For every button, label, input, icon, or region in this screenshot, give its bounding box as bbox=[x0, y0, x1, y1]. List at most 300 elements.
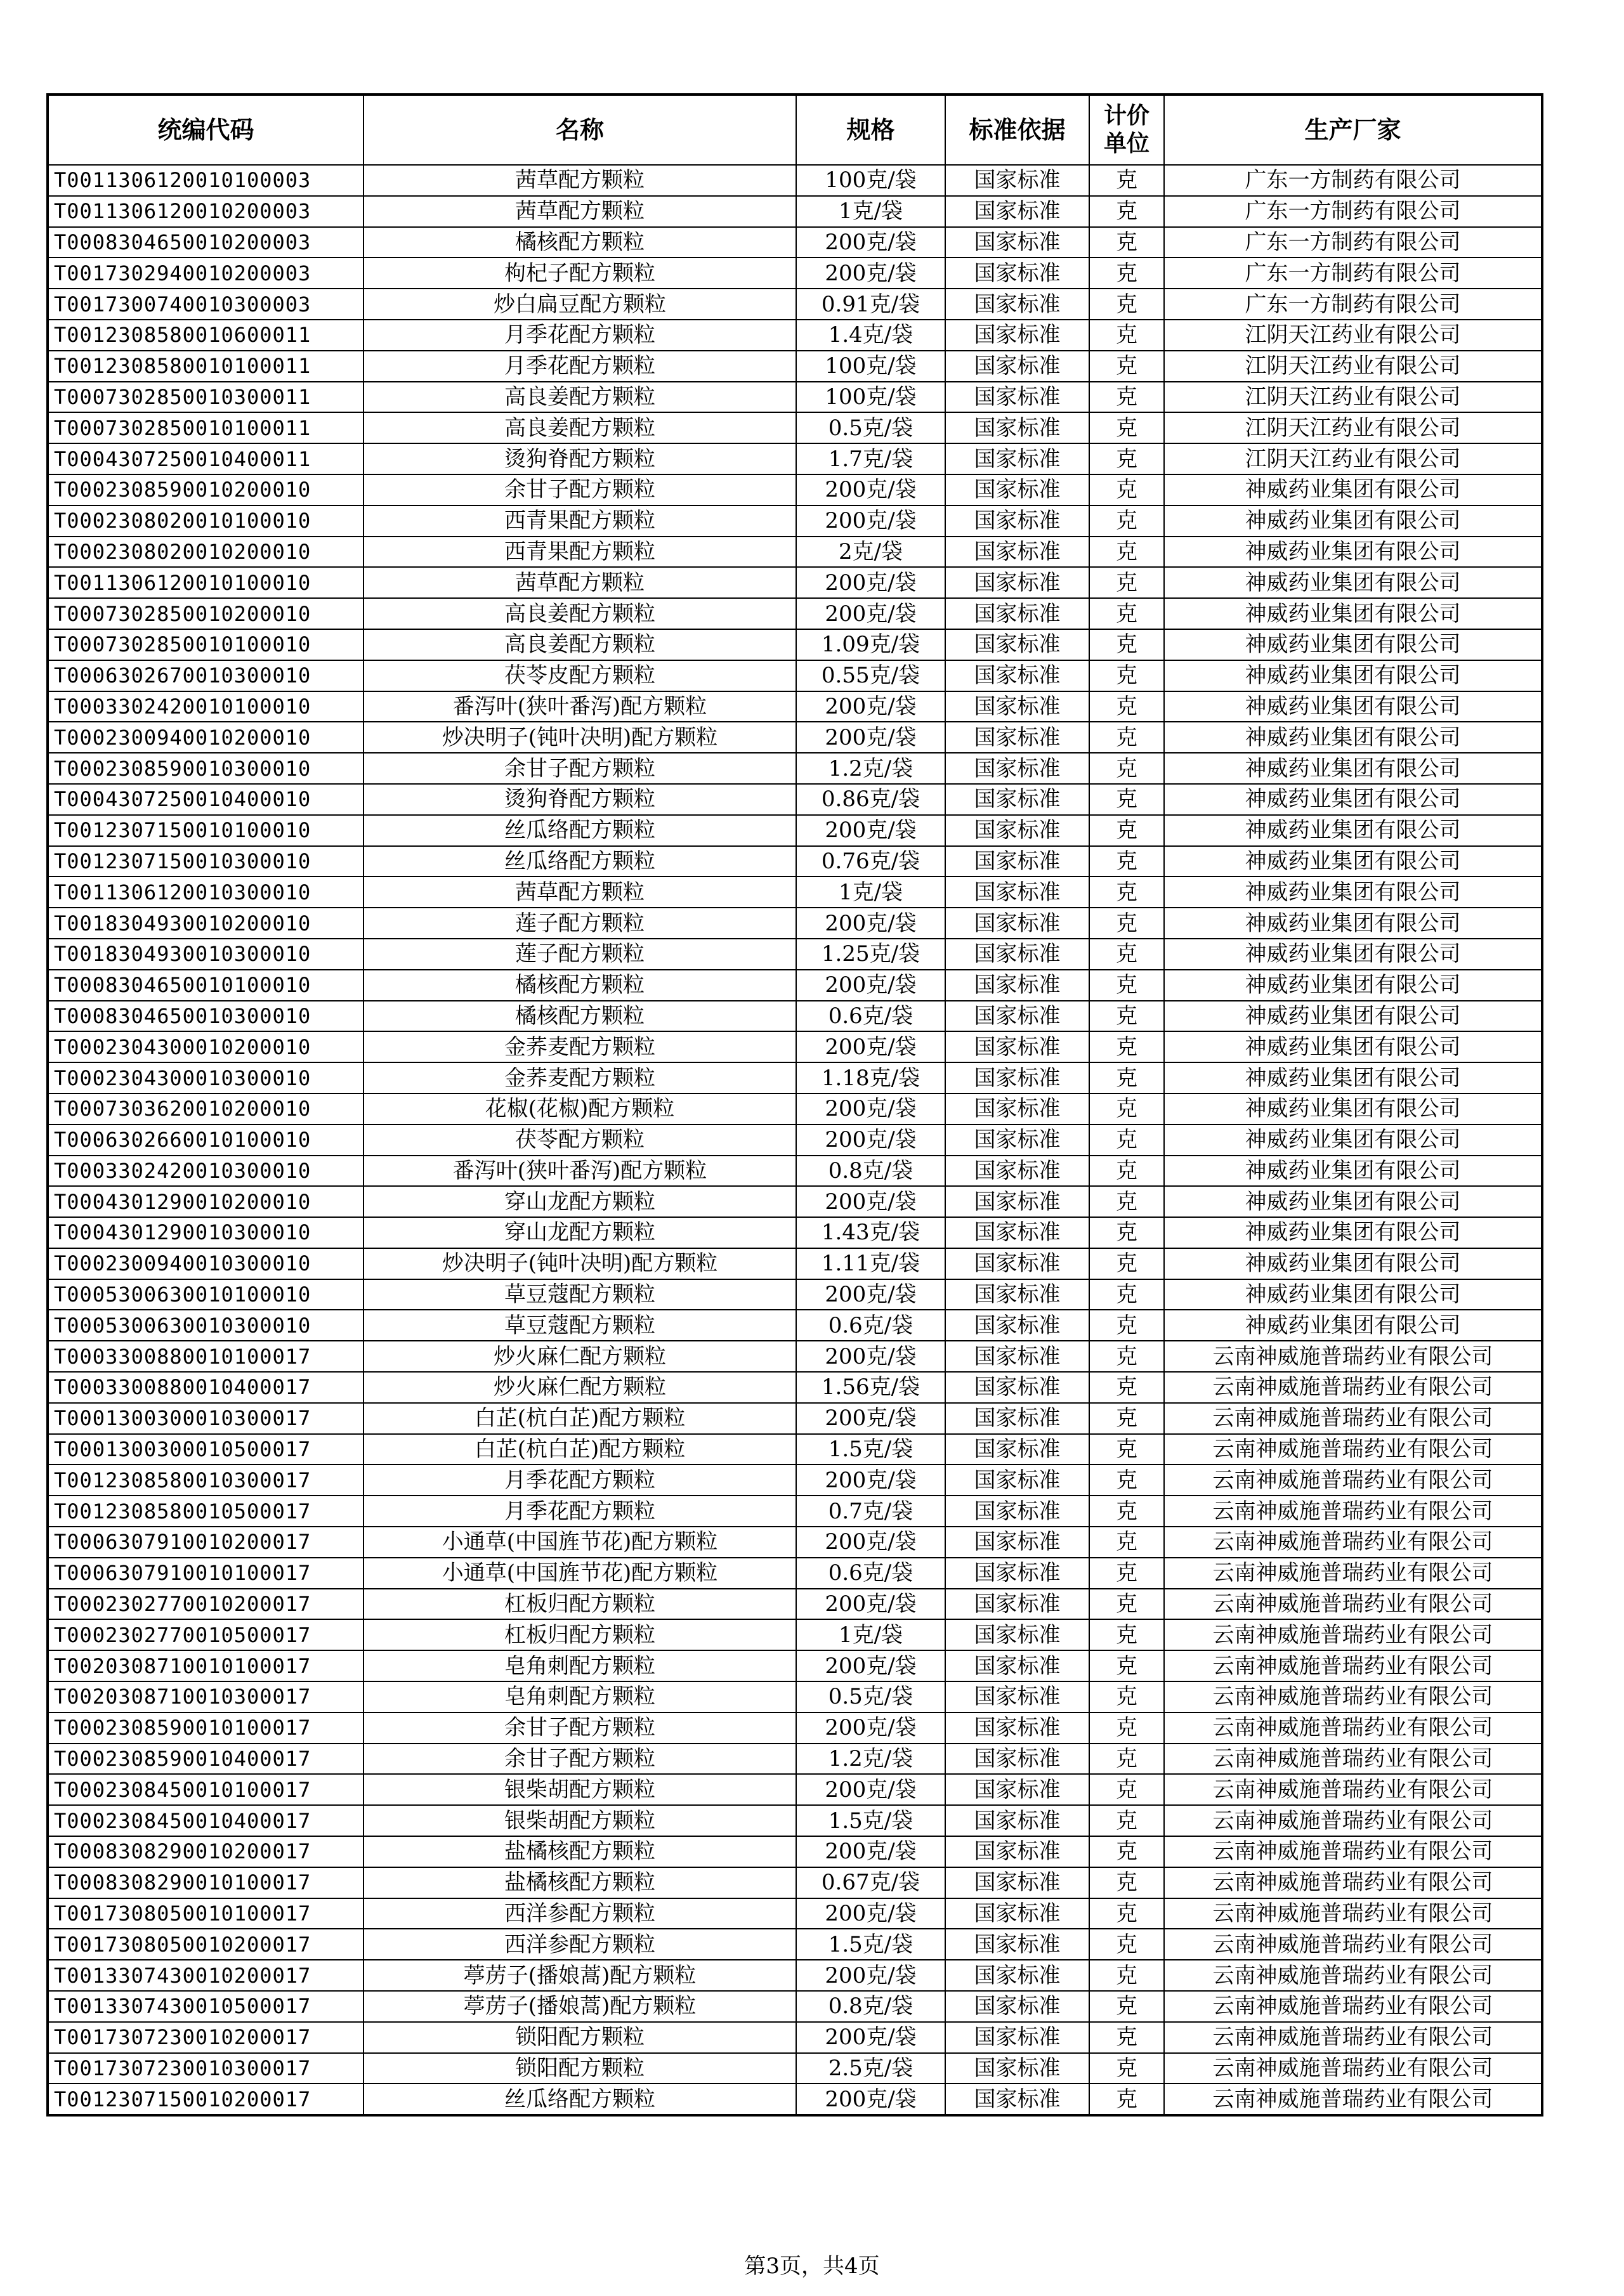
cell-unit: 克 bbox=[1089, 1744, 1164, 1775]
cell-manufacturer: 神威药业集团有限公司 bbox=[1164, 567, 1542, 598]
cell-unit: 克 bbox=[1089, 1650, 1164, 1681]
cell-name: 高良姜配方颗粒 bbox=[363, 412, 796, 443]
table-row bbox=[48, 1248, 1542, 1279]
cell-name: 银柴胡配方颗粒 bbox=[363, 1774, 796, 1805]
cell-code: T0004301290010300010 bbox=[48, 1217, 363, 1248]
cell-standard: 国家标准 bbox=[945, 1527, 1089, 1558]
cell-spec: 200克/袋 bbox=[796, 1125, 945, 1156]
cell-spec: 1.56克/袋 bbox=[796, 1372, 945, 1403]
cell-code: T0017308050010200017 bbox=[48, 1929, 363, 1960]
table-row bbox=[48, 629, 1542, 660]
cell-spec: 200克/袋 bbox=[796, 1403, 945, 1434]
table-row bbox=[48, 1744, 1542, 1775]
table-row bbox=[48, 2053, 1542, 2084]
cell-code: T0020308710010300017 bbox=[48, 1681, 363, 1712]
cell-spec: 200克/袋 bbox=[796, 691, 945, 722]
cell-unit: 克 bbox=[1089, 2053, 1164, 2084]
table-row bbox=[48, 227, 1542, 258]
table-row bbox=[48, 165, 1542, 196]
cell-code: T0013307430010500017 bbox=[48, 1991, 363, 2022]
cell-code: T0004307250010400011 bbox=[48, 443, 363, 474]
cell-code: T0002308020010200010 bbox=[48, 537, 363, 568]
cell-unit: 克 bbox=[1089, 1403, 1164, 1434]
cell-name: 葶苈子(播娘蒿)配方颗粒 bbox=[363, 1960, 796, 1991]
cell-name: 西青果配方颗粒 bbox=[363, 506, 796, 537]
cell-name: 高良姜配方颗粒 bbox=[363, 598, 796, 629]
cell-manufacturer: 云南神威施普瑞药业有限公司 bbox=[1164, 1403, 1542, 1434]
cell-manufacturer: 云南神威施普瑞药业有限公司 bbox=[1164, 1867, 1542, 1898]
cell-code: T0012308580010100011 bbox=[48, 351, 363, 382]
cell-standard: 国家标准 bbox=[945, 506, 1089, 537]
cell-spec: 1.4克/袋 bbox=[796, 320, 945, 351]
table-row bbox=[48, 908, 1542, 939]
cell-manufacturer: 江阴天江药业有限公司 bbox=[1164, 320, 1542, 351]
cell-unit: 克 bbox=[1089, 1156, 1164, 1187]
cell-manufacturer: 神威药业集团有限公司 bbox=[1164, 722, 1542, 753]
cell-spec: 200克/袋 bbox=[796, 1836, 945, 1867]
table-row bbox=[48, 382, 1542, 413]
cell-unit: 克 bbox=[1089, 908, 1164, 939]
cell-manufacturer: 神威药业集团有限公司 bbox=[1164, 1310, 1542, 1341]
cell-code: T0008308290010100017 bbox=[48, 1867, 363, 1898]
cell-unit: 克 bbox=[1089, 320, 1164, 351]
cell-name: 金荞麦配方颗粒 bbox=[363, 1031, 796, 1062]
cell-name: 丝瓜络配方颗粒 bbox=[363, 2084, 796, 2115]
cell-code: T0004307250010400010 bbox=[48, 784, 363, 815]
cell-name: 丝瓜络配方颗粒 bbox=[363, 846, 796, 877]
cell-name: 烫狗脊配方颗粒 bbox=[363, 784, 796, 815]
cell-manufacturer: 云南神威施普瑞药业有限公司 bbox=[1164, 1341, 1542, 1372]
table-row bbox=[48, 1898, 1542, 1929]
cell-name: 番泻叶(狭叶番泻)配方颗粒 bbox=[363, 691, 796, 722]
cell-manufacturer: 云南神威施普瑞药业有限公司 bbox=[1164, 1558, 1542, 1589]
cell-manufacturer: 广东一方制药有限公司 bbox=[1164, 196, 1542, 227]
cell-name: 枸杞子配方颗粒 bbox=[363, 258, 796, 289]
cell-unit: 克 bbox=[1089, 1217, 1164, 1248]
cell-name: 余甘子配方颗粒 bbox=[363, 1712, 796, 1744]
table-row bbox=[48, 1712, 1542, 1744]
cell-code: T0002304300010300010 bbox=[48, 1062, 363, 1093]
cell-standard: 国家标准 bbox=[945, 1898, 1089, 1929]
cell-standard: 国家标准 bbox=[945, 2053, 1089, 2084]
cell-spec: 200克/袋 bbox=[796, 1093, 945, 1125]
cell-standard: 国家标准 bbox=[945, 227, 1089, 258]
table-row bbox=[48, 1496, 1542, 1527]
table-row bbox=[48, 1217, 1542, 1248]
cell-manufacturer: 云南神威施普瑞药业有限公司 bbox=[1164, 1991, 1542, 2022]
cell-manufacturer: 云南神威施普瑞药业有限公司 bbox=[1164, 1496, 1542, 1527]
cell-unit: 克 bbox=[1089, 1031, 1164, 1062]
cell-spec: 200克/袋 bbox=[796, 2084, 945, 2115]
cell-name: 杠板归配方颗粒 bbox=[363, 1589, 796, 1620]
cell-spec: 1.25克/袋 bbox=[796, 939, 945, 970]
cell-manufacturer: 江阴天江药业有限公司 bbox=[1164, 443, 1542, 474]
cell-spec: 1.11克/袋 bbox=[796, 1248, 945, 1279]
cell-code: T0011306120010300010 bbox=[48, 877, 363, 908]
cell-name: 橘核配方颗粒 bbox=[363, 227, 796, 258]
cell-unit: 克 bbox=[1089, 2022, 1164, 2053]
cell-manufacturer: 江阴天江药业有限公司 bbox=[1164, 412, 1542, 443]
cell-code: T0002308590010200010 bbox=[48, 474, 363, 506]
cell-code: T0018304930010200010 bbox=[48, 908, 363, 939]
table-row bbox=[48, 1589, 1542, 1620]
cell-standard: 国家标准 bbox=[945, 1434, 1089, 1465]
cell-unit: 克 bbox=[1089, 1527, 1164, 1558]
table-row bbox=[48, 722, 1542, 753]
table-row bbox=[48, 567, 1542, 598]
cell-standard: 国家标准 bbox=[945, 1619, 1089, 1650]
cell-manufacturer: 云南神威施普瑞药业有限公司 bbox=[1164, 1744, 1542, 1775]
table-row bbox=[48, 846, 1542, 877]
table-row bbox=[48, 1619, 1542, 1650]
cell-unit: 克 bbox=[1089, 846, 1164, 877]
table-row bbox=[48, 2022, 1542, 2053]
table-row bbox=[48, 1805, 1542, 1836]
cell-standard: 国家标准 bbox=[945, 289, 1089, 320]
cell-standard: 国家标准 bbox=[945, 1744, 1089, 1775]
cell-name: 炒决明子(钝叶决明)配方颗粒 bbox=[363, 1248, 796, 1279]
table-row bbox=[48, 1774, 1542, 1805]
cell-spec: 1.7克/袋 bbox=[796, 443, 945, 474]
cell-unit: 克 bbox=[1089, 1093, 1164, 1125]
table-header-row bbox=[48, 95, 1542, 165]
cell-standard: 国家标准 bbox=[945, 1062, 1089, 1093]
cell-manufacturer: 云南神威施普瑞药业有限公司 bbox=[1164, 1929, 1542, 1960]
cell-manufacturer: 云南神威施普瑞药业有限公司 bbox=[1164, 1960, 1542, 1991]
cell-code: T0004301290010200010 bbox=[48, 1186, 363, 1217]
cell-spec: 1.5克/袋 bbox=[796, 1929, 945, 1960]
cell-name: 茯苓配方颗粒 bbox=[363, 1125, 796, 1156]
cell-unit: 克 bbox=[1089, 289, 1164, 320]
table-row bbox=[48, 1125, 1542, 1156]
cell-name: 月季花配方颗粒 bbox=[363, 351, 796, 382]
cell-standard: 国家标准 bbox=[945, 629, 1089, 660]
cell-spec: 1克/袋 bbox=[796, 1619, 945, 1650]
cell-name: 金荞麦配方颗粒 bbox=[363, 1062, 796, 1093]
cell-code: T0005300630010300010 bbox=[48, 1310, 363, 1341]
cell-unit: 克 bbox=[1089, 474, 1164, 506]
cell-manufacturer: 神威药业集团有限公司 bbox=[1164, 474, 1542, 506]
cell-code: T0002308590010300010 bbox=[48, 753, 363, 784]
table-row bbox=[48, 1681, 1542, 1712]
cell-manufacturer: 云南神威施普瑞药业有限公司 bbox=[1164, 1898, 1542, 1929]
cell-unit: 克 bbox=[1089, 1867, 1164, 1898]
cell-name: 莲子配方颗粒 bbox=[363, 939, 796, 970]
cell-spec: 1.43克/袋 bbox=[796, 1217, 945, 1248]
cell-standard: 国家标准 bbox=[945, 877, 1089, 908]
cell-name: 橘核配方颗粒 bbox=[363, 970, 796, 1001]
cell-spec: 0.8克/袋 bbox=[796, 1156, 945, 1187]
cell-unit: 克 bbox=[1089, 382, 1164, 413]
cell-manufacturer: 神威药业集团有限公司 bbox=[1164, 753, 1542, 784]
cell-code: T0001300300010500017 bbox=[48, 1434, 363, 1465]
cell-spec: 1.5克/袋 bbox=[796, 1434, 945, 1465]
table-row bbox=[48, 784, 1542, 815]
cell-spec: 200克/袋 bbox=[796, 258, 945, 289]
cell-standard: 国家标准 bbox=[945, 567, 1089, 598]
cell-name: 草豆蔻配方颗粒 bbox=[363, 1310, 796, 1341]
table-row bbox=[48, 1341, 1542, 1372]
cell-standard: 国家标准 bbox=[945, 1929, 1089, 1960]
cell-name: 炒白扁豆配方颗粒 bbox=[363, 289, 796, 320]
table-row bbox=[48, 1031, 1542, 1062]
cell-name: 白芷(杭白芷)配方颗粒 bbox=[363, 1403, 796, 1434]
cell-unit: 克 bbox=[1089, 1248, 1164, 1279]
cell-spec: 0.86克/袋 bbox=[796, 784, 945, 815]
table-row bbox=[48, 1527, 1542, 1558]
cell-unit: 克 bbox=[1089, 753, 1164, 784]
cell-code: T0011306120010200003 bbox=[48, 196, 363, 227]
cell-standard: 国家标准 bbox=[945, 1156, 1089, 1187]
cell-unit: 克 bbox=[1089, 1062, 1164, 1093]
cell-spec: 0.8克/袋 bbox=[796, 1991, 945, 2022]
cell-manufacturer: 神威药业集团有限公司 bbox=[1164, 815, 1542, 846]
cell-unit: 克 bbox=[1089, 1186, 1164, 1217]
cell-spec: 0.6克/袋 bbox=[796, 1558, 945, 1589]
cell-standard: 国家标准 bbox=[945, 1650, 1089, 1681]
cell-name: 银柴胡配方颗粒 bbox=[363, 1805, 796, 1836]
cell-manufacturer: 广东一方制药有限公司 bbox=[1164, 258, 1542, 289]
cell-unit: 克 bbox=[1089, 227, 1164, 258]
cell-spec: 200克/袋 bbox=[796, 970, 945, 1001]
cell-spec: 200克/袋 bbox=[796, 2022, 945, 2053]
cell-spec: 200克/袋 bbox=[796, 227, 945, 258]
cell-unit: 克 bbox=[1089, 1805, 1164, 1836]
cell-spec: 0.6克/袋 bbox=[796, 1310, 945, 1341]
cell-name: 葶苈子(播娘蒿)配方颗粒 bbox=[363, 1991, 796, 2022]
cell-unit: 克 bbox=[1089, 1960, 1164, 1991]
table-row bbox=[48, 1279, 1542, 1310]
cell-standard: 国家标准 bbox=[945, 815, 1089, 846]
header-manufacturer: 生产厂家 bbox=[1164, 95, 1542, 165]
table-row bbox=[48, 289, 1542, 320]
cell-code: T0011306120010100003 bbox=[48, 165, 363, 196]
cell-name: 高良姜配方颗粒 bbox=[363, 629, 796, 660]
table-row bbox=[48, 1403, 1542, 1434]
table-row bbox=[48, 1991, 1542, 2022]
cell-unit: 克 bbox=[1089, 1279, 1164, 1310]
table-row bbox=[48, 1372, 1542, 1403]
cell-unit: 克 bbox=[1089, 351, 1164, 382]
cell-standard: 国家标准 bbox=[945, 320, 1089, 351]
cell-manufacturer: 云南神威施普瑞药业有限公司 bbox=[1164, 1681, 1542, 1712]
header-unit: 计价 单位 bbox=[1089, 95, 1164, 165]
cell-manufacturer: 神威药业集团有限公司 bbox=[1164, 1217, 1542, 1248]
cell-spec: 200克/袋 bbox=[796, 1589, 945, 1620]
cell-standard: 国家标准 bbox=[945, 382, 1089, 413]
cell-name: 西青果配方颗粒 bbox=[363, 537, 796, 568]
cell-name: 月季花配方颗粒 bbox=[363, 1464, 796, 1496]
cell-spec: 0.76克/袋 bbox=[796, 846, 945, 877]
cell-spec: 200克/袋 bbox=[796, 567, 945, 598]
cell-unit: 克 bbox=[1089, 1341, 1164, 1372]
cell-name: 茯苓皮配方颗粒 bbox=[363, 660, 796, 691]
cell-standard: 国家标准 bbox=[945, 2084, 1089, 2115]
cell-code: T0007303620010200010 bbox=[48, 1093, 363, 1125]
cell-standard: 国家标准 bbox=[945, 691, 1089, 722]
cell-manufacturer: 江阴天江药业有限公司 bbox=[1164, 351, 1542, 382]
cell-standard: 国家标准 bbox=[945, 443, 1089, 474]
cell-unit: 克 bbox=[1089, 722, 1164, 753]
cell-spec: 200克/袋 bbox=[796, 1186, 945, 1217]
cell-unit: 克 bbox=[1089, 506, 1164, 537]
cell-name: 余甘子配方颗粒 bbox=[363, 753, 796, 784]
cell-code: T0012307150010100010 bbox=[48, 815, 363, 846]
cell-unit: 克 bbox=[1089, 691, 1164, 722]
cell-spec: 200克/袋 bbox=[796, 598, 945, 629]
table-row bbox=[48, 1186, 1542, 1217]
cell-unit: 克 bbox=[1089, 1929, 1164, 1960]
cell-spec: 0.5克/袋 bbox=[796, 412, 945, 443]
header-name: 名称 bbox=[363, 95, 796, 165]
cell-spec: 1.09克/袋 bbox=[796, 629, 945, 660]
cell-code: T0002302770010200017 bbox=[48, 1589, 363, 1620]
cell-name: 余甘子配方颗粒 bbox=[363, 474, 796, 506]
cell-standard: 国家标准 bbox=[945, 1248, 1089, 1279]
cell-name: 月季花配方颗粒 bbox=[363, 320, 796, 351]
cell-standard: 国家标准 bbox=[945, 258, 1089, 289]
cell-unit: 克 bbox=[1089, 1619, 1164, 1650]
cell-standard: 国家标准 bbox=[945, 474, 1089, 506]
cell-manufacturer: 云南神威施普瑞药业有限公司 bbox=[1164, 1712, 1542, 1744]
cell-name: 茜草配方颗粒 bbox=[363, 567, 796, 598]
cell-standard: 国家标准 bbox=[945, 722, 1089, 753]
cell-spec: 0.5克/袋 bbox=[796, 1681, 945, 1712]
cell-unit: 克 bbox=[1089, 1774, 1164, 1805]
cell-unit: 克 bbox=[1089, 784, 1164, 815]
cell-name: 草豆蔻配方颗粒 bbox=[363, 1279, 796, 1310]
cell-manufacturer: 神威药业集团有限公司 bbox=[1164, 660, 1542, 691]
cell-standard: 国家标准 bbox=[945, 1186, 1089, 1217]
cell-standard: 国家标准 bbox=[945, 1403, 1089, 1434]
cell-spec: 200克/袋 bbox=[796, 1898, 945, 1929]
cell-name: 番泻叶(狭叶番泻)配方颗粒 bbox=[363, 1156, 796, 1187]
cell-manufacturer: 神威药业集团有限公司 bbox=[1164, 1248, 1542, 1279]
cell-spec: 200克/袋 bbox=[796, 1464, 945, 1496]
cell-manufacturer: 云南神威施普瑞药业有限公司 bbox=[1164, 1650, 1542, 1681]
cell-manufacturer: 神威药业集团有限公司 bbox=[1164, 1279, 1542, 1310]
cell-manufacturer: 云南神威施普瑞药业有限公司 bbox=[1164, 1434, 1542, 1465]
table-row bbox=[48, 1310, 1542, 1341]
table-row bbox=[48, 196, 1542, 227]
cell-spec: 200克/袋 bbox=[796, 1279, 945, 1310]
cell-name: 余甘子配方颗粒 bbox=[363, 1744, 796, 1775]
table-row bbox=[48, 537, 1542, 568]
cell-standard: 国家标准 bbox=[945, 351, 1089, 382]
cell-standard: 国家标准 bbox=[945, 412, 1089, 443]
cell-unit: 克 bbox=[1089, 165, 1164, 196]
cell-unit: 克 bbox=[1089, 1991, 1164, 2022]
cell-code: T0002308590010400017 bbox=[48, 1744, 363, 1775]
cell-manufacturer: 广东一方制药有限公司 bbox=[1164, 289, 1542, 320]
cell-standard: 国家标准 bbox=[945, 1805, 1089, 1836]
cell-code: T0007302850010100011 bbox=[48, 412, 363, 443]
cell-name: 莲子配方颗粒 bbox=[363, 908, 796, 939]
cell-code: T0006307910010100017 bbox=[48, 1558, 363, 1589]
cell-standard: 国家标准 bbox=[945, 846, 1089, 877]
cell-spec: 1克/袋 bbox=[796, 877, 945, 908]
cell-unit: 克 bbox=[1089, 1001, 1164, 1032]
cell-spec: 1.2克/袋 bbox=[796, 1744, 945, 1775]
cell-spec: 200克/袋 bbox=[796, 1527, 945, 1558]
cell-manufacturer: 云南神威施普瑞药业有限公司 bbox=[1164, 2084, 1542, 2115]
cell-code: T0007302850010100010 bbox=[48, 629, 363, 660]
cell-standard: 国家标准 bbox=[945, 1217, 1089, 1248]
cell-name: 皂角刺配方颗粒 bbox=[363, 1650, 796, 1681]
cell-code: T0012307150010200017 bbox=[48, 2084, 363, 2115]
cell-manufacturer: 神威药业集团有限公司 bbox=[1164, 629, 1542, 660]
cell-standard: 国家标准 bbox=[945, 753, 1089, 784]
cell-name: 茜草配方颗粒 bbox=[363, 196, 796, 227]
table-row bbox=[48, 1434, 1542, 1465]
cell-standard: 国家标准 bbox=[945, 1310, 1089, 1341]
cell-unit: 克 bbox=[1089, 258, 1164, 289]
cell-standard: 国家标准 bbox=[945, 1991, 1089, 2022]
cell-name: 花椒(花椒)配方颗粒 bbox=[363, 1093, 796, 1125]
cell-spec: 0.55克/袋 bbox=[796, 660, 945, 691]
cell-code: T0002308450010400017 bbox=[48, 1805, 363, 1836]
cell-unit: 克 bbox=[1089, 412, 1164, 443]
cell-manufacturer: 神威药业集团有限公司 bbox=[1164, 1062, 1542, 1093]
cell-manufacturer: 神威药业集团有限公司 bbox=[1164, 939, 1542, 970]
cell-code: T0020308710010100017 bbox=[48, 1650, 363, 1681]
cell-unit: 克 bbox=[1089, 1496, 1164, 1527]
cell-spec: 200克/袋 bbox=[796, 474, 945, 506]
cell-code: T0017300740010300003 bbox=[48, 289, 363, 320]
cell-unit: 克 bbox=[1089, 1125, 1164, 1156]
cell-standard: 国家标准 bbox=[945, 1836, 1089, 1867]
cell-name: 锁阳配方颗粒 bbox=[363, 2053, 796, 2084]
cell-name: 杠板归配方颗粒 bbox=[363, 1619, 796, 1650]
cell-spec: 200克/袋 bbox=[796, 908, 945, 939]
table-row bbox=[48, 1464, 1542, 1496]
table-row bbox=[48, 474, 1542, 506]
cell-unit: 克 bbox=[1089, 660, 1164, 691]
cell-code: T0005300630010100010 bbox=[48, 1279, 363, 1310]
cell-spec: 1克/袋 bbox=[796, 196, 945, 227]
cell-manufacturer: 神威药业集团有限公司 bbox=[1164, 908, 1542, 939]
header-spec: 规格 bbox=[796, 95, 945, 165]
cell-unit: 克 bbox=[1089, 1558, 1164, 1589]
cell-name: 皂角刺配方颗粒 bbox=[363, 1681, 796, 1712]
cell-code: T0017308050010100017 bbox=[48, 1898, 363, 1929]
cell-unit: 克 bbox=[1089, 970, 1164, 1001]
cell-unit: 克 bbox=[1089, 1372, 1164, 1403]
cell-spec: 200克/袋 bbox=[796, 815, 945, 846]
cell-standard: 国家标准 bbox=[945, 939, 1089, 970]
cell-spec: 2克/袋 bbox=[796, 537, 945, 568]
cell-spec: 0.67克/袋 bbox=[796, 1867, 945, 1898]
table-row bbox=[48, 2084, 1542, 2115]
cell-unit: 克 bbox=[1089, 443, 1164, 474]
cell-standard: 国家标准 bbox=[945, 2022, 1089, 2053]
cell-unit: 克 bbox=[1089, 939, 1164, 970]
cell-name: 西洋参配方颗粒 bbox=[363, 1929, 796, 1960]
cell-standard: 国家标准 bbox=[945, 1774, 1089, 1805]
cell-unit: 克 bbox=[1089, 1464, 1164, 1496]
cell-code: T0008304650010200003 bbox=[48, 227, 363, 258]
table-row bbox=[48, 1001, 1542, 1032]
cell-manufacturer: 云南神威施普瑞药业有限公司 bbox=[1164, 1527, 1542, 1558]
cell-spec: 0.6克/袋 bbox=[796, 1001, 945, 1032]
cell-spec: 200克/袋 bbox=[796, 722, 945, 753]
cell-manufacturer: 广东一方制药有限公司 bbox=[1164, 165, 1542, 196]
cell-manufacturer: 神威药业集团有限公司 bbox=[1164, 537, 1542, 568]
table-row bbox=[48, 970, 1542, 1001]
cell-unit: 克 bbox=[1089, 196, 1164, 227]
cell-manufacturer: 云南神威施普瑞药业有限公司 bbox=[1164, 1372, 1542, 1403]
cell-spec: 200克/袋 bbox=[796, 1650, 945, 1681]
